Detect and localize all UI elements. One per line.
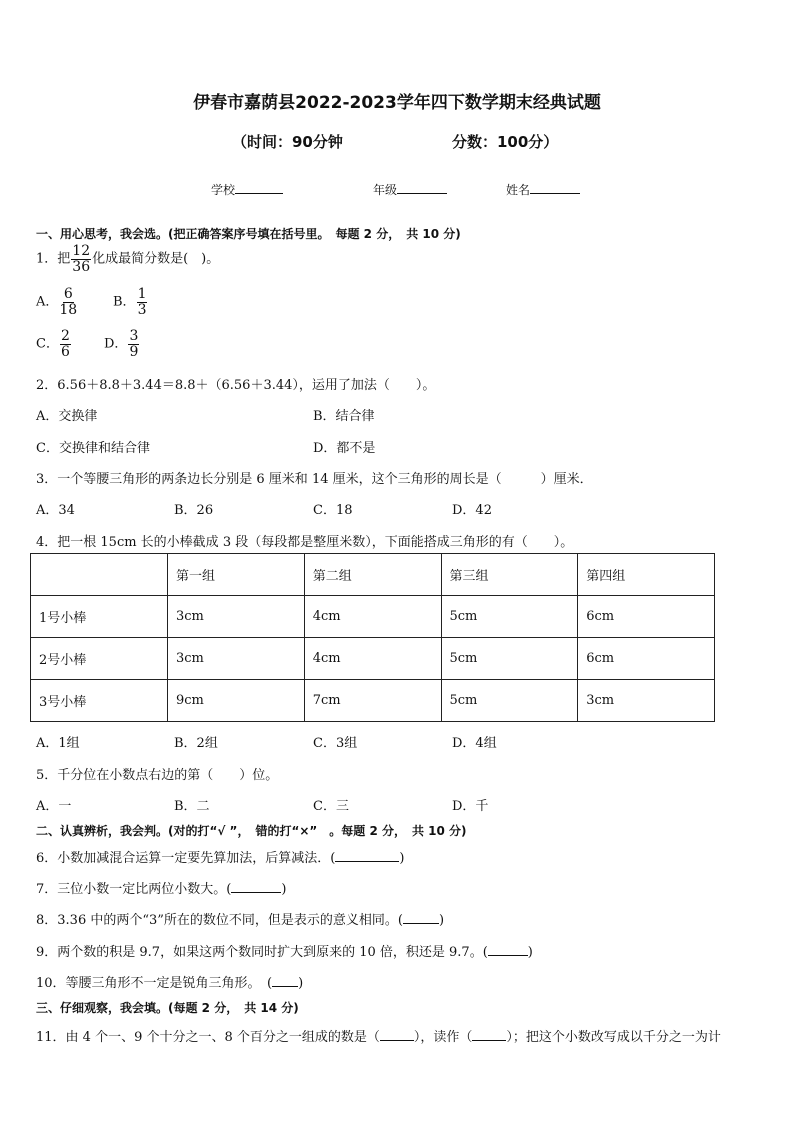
answer-blank[interactable] [380,1029,414,1041]
exam-score: 分数：100分） [452,133,559,151]
name-field [506,181,580,198]
q1-option-b[interactable]: B． $\frac{1}{3}$ [113,286,147,318]
table-cell: 4cm [304,596,441,638]
section-3-title: 三、仔细观察，我会填。(每题 2 分， 共 14 分) [36,1001,299,1015]
answer-blank[interactable] [472,1029,506,1041]
table-cell: 3cm [578,680,715,722]
q2-option-a[interactable]: A．交换律 [36,409,98,424]
q4-option-b[interactable]: B．2组 [174,736,218,751]
question-11: 11．由 4 个一、9 个十分之一、8 个百分之一组成的数是（ ），读作（ ）；把这个小数改写成以千分之一为计 [36,1030,721,1045]
section-1-title: 一、用心思考，我会选。(把正确答案序号填在括号里。 每题 2 分， 共 10 分) [36,227,461,241]
table-cell: 第一组 [168,554,305,596]
grade-blank[interactable] [397,182,447,194]
exam-time: （时间：90分钟 [232,133,343,151]
q1-option-a[interactable]: A． $\frac{6}{18}$ [36,286,78,318]
page-title: 伊春市嘉荫县2022-2023学年四下数学期末经典试题 [193,93,601,113]
table-cell: 6cm [578,596,715,638]
question-2: 2．6.56＋8.8＋3.44＝8.8＋（6.56＋3.44），运用了加法（ ）。 [36,378,436,393]
q2-option-d[interactable]: D．都不是 [313,441,376,456]
q4-option-a[interactable]: A．1组 [36,736,80,751]
table-cell: 第三组 [441,554,578,596]
table-cell: 2号小棒 [31,638,168,680]
table-cell: 3号小棒 [31,680,168,722]
q2-option-b[interactable]: B．结合律 [313,409,375,424]
q3-option-c[interactable]: C．18 [313,503,353,518]
table-cell: 5cm [441,638,578,680]
table-row [31,638,715,680]
question-8: 8．3.36 中的两个“3”所在的数位不同，但是表示的意义相同。( ) [36,913,445,928]
question-10: 10．等腰三角形不一定是锐角三角形。 ( ) [36,976,304,991]
question-5: 5．千分位在小数点右边的第（ ）位。 [36,768,279,783]
table-header-row [31,554,715,596]
q4-option-c[interactable]: C．3组 [313,736,358,751]
answer-blank[interactable] [231,881,281,893]
table-cell: 3cm [168,596,305,638]
school-field [211,181,283,198]
section-2-title: 二、认真辨析，我会判。(对的打“√ ”， 错的打“×” 。每题 2 分， 共 10 分) [36,824,467,838]
table-cell: 4cm [304,638,441,680]
table-row [31,596,715,638]
question-3: 3．一个等腰三角形的两条边长分别是 6 厘米和 14 厘米，这个三角形的周长是（ ）厘米． [36,472,593,487]
q1-option-c[interactable]: C． $\frac{2}{6}$ [36,328,70,360]
q5-option-d[interactable]: D．千 [452,799,489,814]
answer-blank[interactable] [403,912,439,924]
q1-option-d[interactable]: D． $\frac{3}{9}$ [104,328,139,360]
table-cell: 1号小棒 [31,596,168,638]
question-1: 1．把 $\frac{12}{36}$ 化成最简分数是( )。 [36,243,220,275]
school-label: 学校 [211,183,236,197]
name-blank[interactable] [530,182,580,194]
table-cell: 3cm [168,638,305,680]
table-row [31,680,715,722]
q2-option-c[interactable]: C．交换律和结合律 [36,441,150,456]
q3-option-a[interactable]: A．34 [36,503,75,518]
table-cell: 第四组 [578,554,715,596]
table-cell: 5cm [441,680,578,722]
table-cell: 第二组 [304,554,441,596]
table-cell [31,554,168,596]
answer-blank[interactable] [272,975,298,987]
grade-label: 年级 [373,183,398,197]
grade-field [373,181,447,198]
question-7: 7．三位小数一定比两位小数大。( ) [36,882,287,897]
q4-option-d[interactable]: D．4组 [452,736,497,751]
school-blank[interactable] [235,182,283,194]
q5-option-b[interactable]: B．二 [174,799,210,814]
table-cell: 5cm [441,596,578,638]
q3-option-d[interactable]: D．42 [452,503,492,518]
table-cell: 6cm [578,638,715,680]
question-9: 9．两个数的积是 9.7，如果这两个数同时扩大到原来的 10 倍，积还是 9.7。( ) [36,945,533,960]
answer-blank[interactable] [488,944,528,956]
q5-option-a[interactable]: A．一 [36,799,72,814]
table-cell: 7cm [304,680,441,722]
question-4: 4．把一根 15cm 长的小棒截成 3 段（每段都是整厘米数），下面能搭成三角形的有（ ）。 [36,535,574,550]
fraction: $\frac{12}{36}$ [72,243,91,275]
question-6: 6．小数加减混合运算一定要先算加法，后算减法．( ) [36,851,405,866]
name-label: 姓名 [506,183,531,197]
q5-option-c[interactable]: C．三 [313,799,349,814]
table-cell: 9cm [168,680,305,722]
q3-option-b[interactable]: B．26 [174,503,214,518]
stick-table [30,553,715,722]
answer-blank[interactable] [335,850,399,862]
